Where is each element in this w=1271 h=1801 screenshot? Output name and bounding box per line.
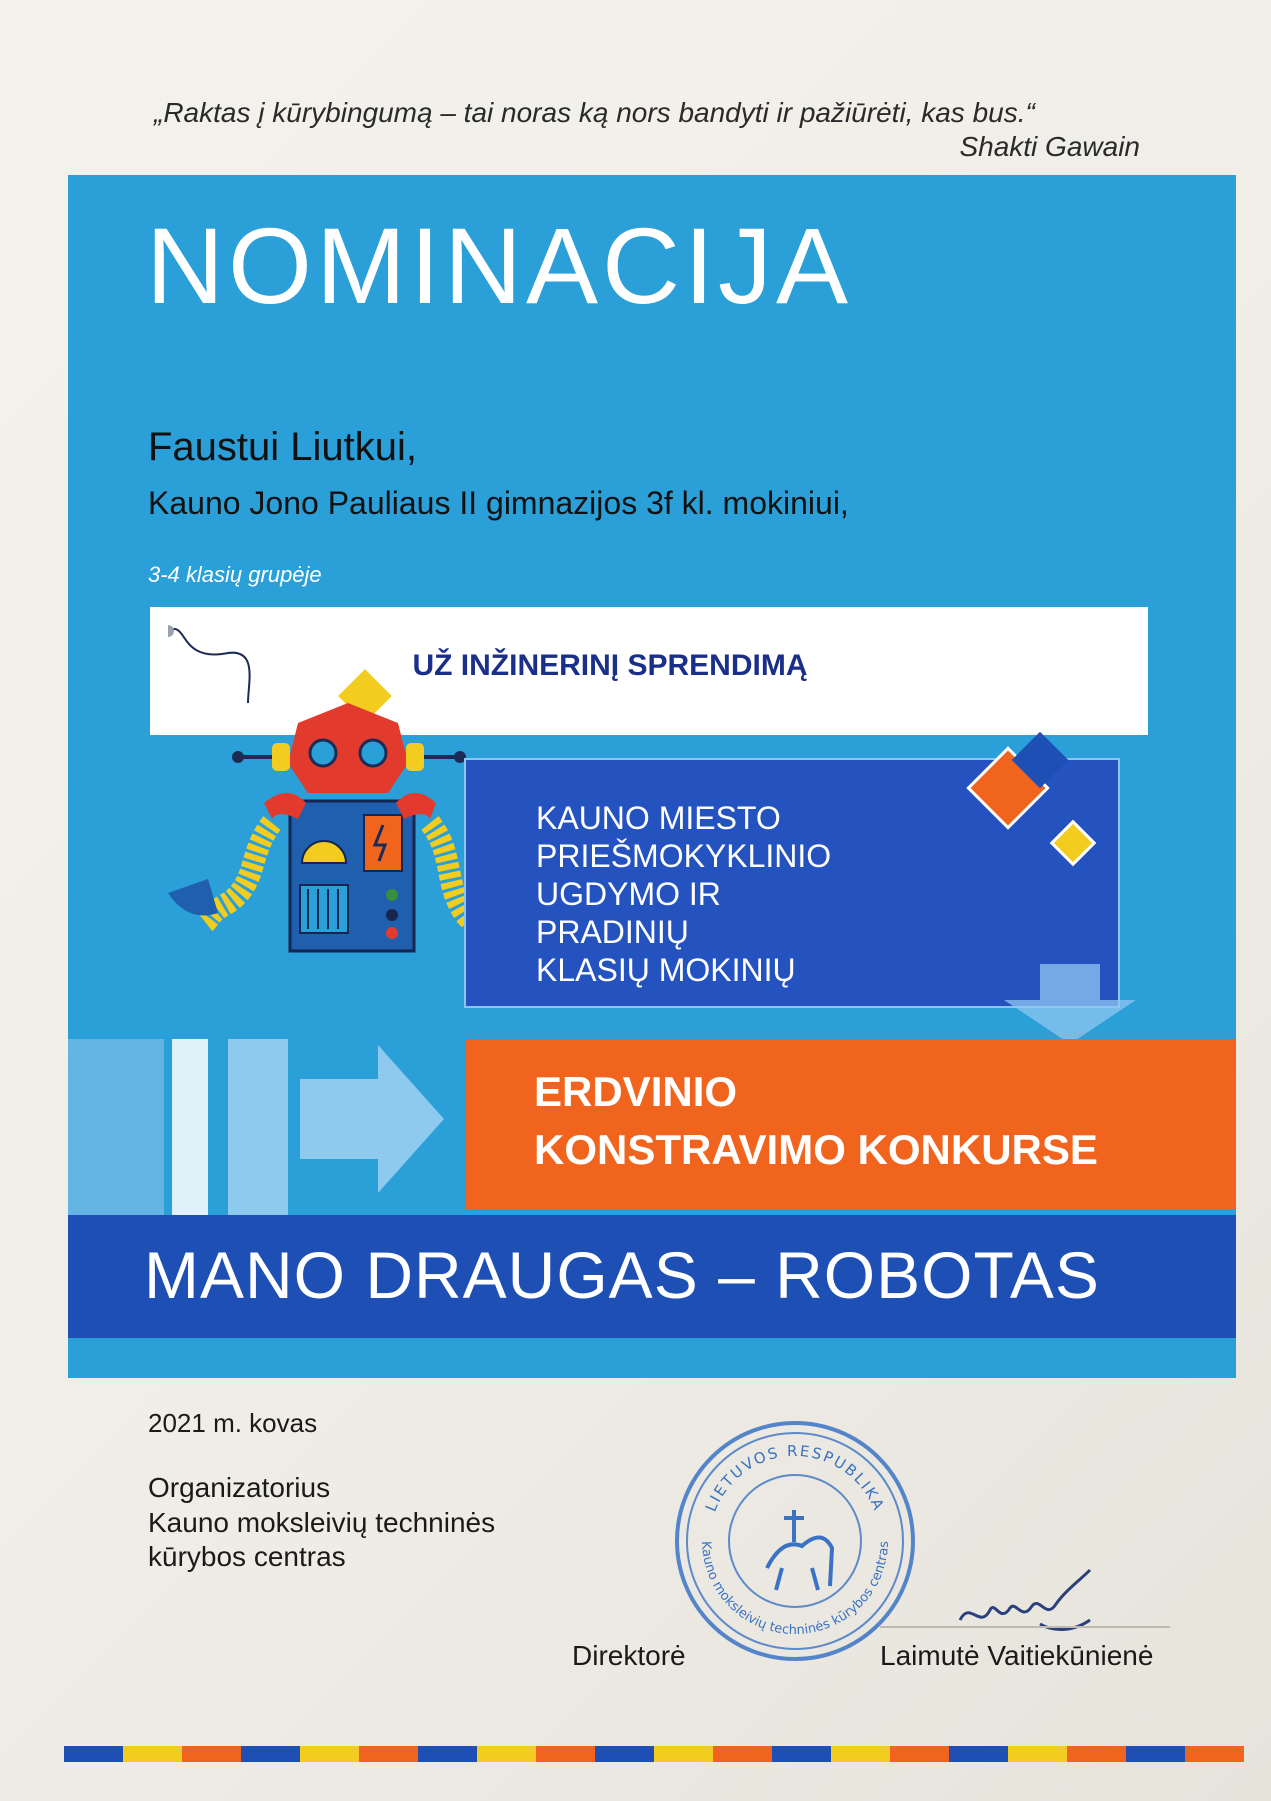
certificate-panel: [68, 175, 1236, 1378]
footer-color-segment: [1185, 1746, 1244, 1762]
footer-color-segment: [890, 1746, 949, 1762]
quote: [150, 96, 1140, 164]
seal-bottom-text: Kauno moksleivių techninės kūrybos centras: [697, 1540, 893, 1639]
handwritten-signature: [950, 1560, 1100, 1650]
footer-color-segment: [64, 1746, 123, 1762]
quote-author: Shakti Gawain: [959, 131, 1140, 162]
recipient-name: Faustui Liutkui,: [148, 425, 418, 469]
age-group: 3-4 klasių grupėje: [148, 562, 322, 587]
footer-color-strip: [64, 1746, 1244, 1762]
competition-type-line: ERDVINIO: [534, 1068, 738, 1115]
organizer-name: Kauno moksleivių techninės kūrybos centras: [148, 1507, 496, 1572]
footer-color-segment: [536, 1746, 595, 1762]
competition-motto: MANO DRAUGAS – ROBOTAS: [144, 1238, 1100, 1312]
issue-date: 2021 m. kovas: [148, 1408, 318, 1438]
footer-color-segment: [654, 1746, 713, 1762]
footer-color-segment: [123, 1746, 182, 1762]
footer-color-segment: [418, 1746, 477, 1762]
certificate-title: NOMINACIJA: [146, 205, 853, 326]
footer-color-segment: [477, 1746, 536, 1762]
competition-line: PRIEŠMOKYKLINIO: [536, 838, 832, 874]
footer-color-segment: [1008, 1746, 1067, 1762]
recipient-school: Kauno Jono Pauliaus II gimnazijos 3f kl. mokiniui,: [148, 485, 849, 521]
footer-color-segment: [182, 1746, 241, 1762]
competition-line: KAUNO MIESTO: [536, 800, 781, 836]
footer-color-segment: [359, 1746, 418, 1762]
footer-color-segment: [831, 1746, 890, 1762]
competition-type: [534, 1063, 1098, 1179]
footer-color-segment: [241, 1746, 300, 1762]
footer-color-segment: [949, 1746, 1008, 1762]
organizer-label: Organizatorius: [148, 1472, 331, 1503]
svg-text:LIETUVOS RESPUBLIKA: [702, 1442, 888, 1514]
competition-type-line: KONSTRAVIMO KONKURSE: [534, 1126, 1098, 1173]
footer-color-segment: [713, 1746, 772, 1762]
competition-line: PRADINIŲ: [536, 914, 689, 950]
signer-name: Laimutė Vaitiekūnienė: [880, 1640, 1154, 1671]
quote-text: „Raktas į kūrybingumą – tai noras ką nors bandyti ir pažiūrėti, kas bus.“: [154, 97, 1035, 128]
signer-role: Direktorė: [572, 1640, 686, 1671]
footer-color-segment: [595, 1746, 654, 1762]
nomination-text: UŽ INŽINERINĮ SPRENDIMĄ: [412, 649, 808, 682]
decorative-squares: [934, 720, 1164, 1050]
svg-text:Kauno moksleivių techninės kūr: [698, 1541, 892, 1638]
competition-heading: [536, 799, 831, 989]
footer-color-segment: [1067, 1746, 1126, 1762]
footer-color-segment: [772, 1746, 831, 1762]
signature-line: [880, 1626, 1170, 1628]
decorative-stripes: [68, 1039, 466, 1215]
footer-color-segment: [1126, 1746, 1185, 1762]
footer-color-segment: [300, 1746, 359, 1762]
competition-line: KLASIŲ MOKINIŲ: [536, 952, 796, 988]
seal-top-text: LIETUVOS RESPUBLIKA: [701, 1441, 889, 1515]
competition-line: UGDYMO IR: [536, 876, 721, 912]
